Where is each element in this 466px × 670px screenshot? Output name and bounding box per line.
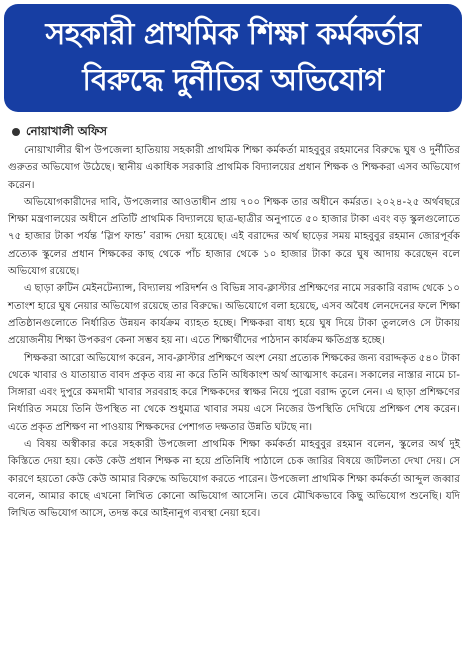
headline-banner (4, 4, 462, 112)
byline-text: নোয়াখালী অফিস (26, 123, 107, 138)
paragraph-2: অভিযোগকারীদের দাবি, উপজেলার আওতাধীন প্রায় ৭০০ শিক্ষক তার অধীনে কর্মরত। ২০২৪-২৫ অর্থবছরে শিক্ষা মন্ত্রণালয়ের অধীনে প্রতিটি প্রাথমিক বিদ্যালয়ে ছাত্র-ছাত্রীর অনুপাতে ৫০ হাজার টাকা এবং বড় স্কুলগুলোতে ৭৫ হাজার টাকা পর্যন্ত ‘স্লিপ ফান্ড’ বরাদ্দ দেয়া হয়েছে। এই বরাদ্দের অর্থ ছাড়ের সময় মাহবুবুর রহমান জোরপূর্বক প্রত্যেক স্কুলের প্রধান শিক্ষকের কাছ থেকে পাঁচ হাজার থেকে ১০ হাজার টাকা করে ঘুষ আদায় করেছেন বলে অভিযোগ রয়েছে। (8, 196, 460, 278)
paragraph-5: এ বিষয় অস্বীকার করে সহকারী উপজেলা প্রাথমিক শিক্ষা কর্মকর্তা মাহবুবুর রহমান বলেন, স্কুলের অর্থ দুই কিস্তিতে দেয়া হয়। কেউ কেউ প্রধান শিক্ষক না হয়ে প্রতিনিধি পাঠালে চেক জারির বিষয়ে জটিলতা দেখা দেয়। সে কারণে হয়তো কেউ কেউ আমার বিরুদ্ধে অভিযোগ করতে পারেন। উপজেলা প্রাথমিক শিক্ষা কর্মকর্তা আব্দুল জব্বার বলেন, আমার কাছে এখনো লিখিত কোনো অভিযোগ আসেনি। তবে মৌখিকভাবে কিছু অভিযোগ শুনেছি। যদি লিখিত অভিযোগ আসে, তদন্ত করে আইনানুগ ব্যবস্থা নেয়া হবে। (8, 439, 460, 520)
headline-line-1: সহকারী প্রাথমিক শিক্ষা কর্মকর্তার (45, 17, 421, 52)
paragraph-1: নোয়াখালীর দ্বীপ উপজেলা হাতিয়ায় সহকারী প্রাথমিক শিক্ষা কর্মকর্তা মাহবুবুর রহমানের বিরুদ্ধে ঘুষ ও দুর্নীতির গুরুতর অভিযোগ উঠেছে। স্থানীয় একাধিক সরকারি প্রাথমিক বিদ্যালয়ের প্রধান শিক্ষক ও শিক্ষকরা এসব অভিযোগ করেন। (8, 145, 460, 191)
paragraph-3: এ ছাড়া রুটিন মেইনটেন্যান্স, বিদ্যালয় পরিদর্শন ও বিভিন্ন সাব-ক্লাস্টার প্রশিক্ষণের নামে সরকারি বরাদ্দ থেকে ১০ শতাংশ হারে ঘুষ নেয়ার অভিযোগ রয়েছে তার বিরুদ্ধে। অভিযোগে বলা হয়েছে, এসব অবৈধ লেনদেনের ফলে শিক্ষা প্রতিষ্ঠানগুলোতে নির্ধারিত উন্নয়ন কার্যক্রম ব্যাহত হচ্ছে। শিক্ষকরা বাধ্য হয়ে ঘুষ দিয়ে টাকা তুললেও সে টাকায় প্রয়োজনীয় শিক্ষা উপকরণ কেনা সম্ভব হয় না। এতে শিক্ষার্থীদের পাঠদান কার্যক্রম ক্ষতিগ্রস্ত হচ্ছে। (8, 283, 460, 347)
paragraph-4: শিক্ষকরা আরো অভিযোগ করেন, সাব-ক্লাস্টার প্রশিক্ষণে অংশ নেয়া প্রত্যেক শিক্ষকের জন্য বরাদ্দকৃত ৫৪০ টাকা থেকে খাবার ও যাতায়াত বাবদ প্রকৃত ব্যয় না করে তিনি অধিকাংশ অর্থ আত্মসাৎ করেন। সকালের নাস্তার নামে চা-সিঙ্গারা এবং দুপুরে কমদামী খাবার সরবরাহ করে শিক্ষকদের স্বাক্ষর নিয়ে পুরো বরাদ্দ তুলে নেন। এ ছাড়া প্রশিক্ষণের নির্ধারিত সময়ে তিনি উপস্থিত না থেকে শুধুমাত্র খাবার সময় এসে নিজের উপস্থিতি দেখিয়ে প্রশিক্ষণ শেষ করেন। এতে প্রকৃত প্রশিক্ষণ না পাওয়ায় শিক্ষকদের পেশাগত দক্ষতার উন্নতি ঘটছে না। (8, 352, 460, 433)
headline-line-2: বিরুদ্ধে দুর্নীতির অভিযোগ (82, 63, 384, 98)
article-body (8, 142, 460, 666)
bullet-icon (12, 128, 20, 136)
byline (12, 124, 107, 140)
